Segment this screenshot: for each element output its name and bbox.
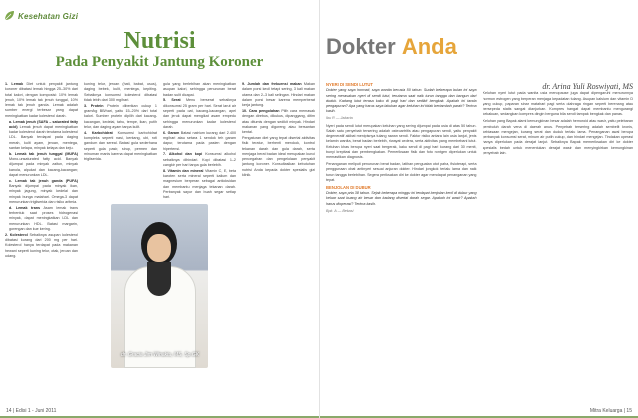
item-text: Vitamin C, E, beta karoten serta mineral seperti kalium dan magnesium berperan sebagai antioksidan dan membantu menjaga tekanan darah. Perbanyak sayur dan buah segar setiap hari.: [163, 168, 236, 200]
item-heading: 10. Cara pengolahan: [242, 108, 280, 113]
qa-body: [326, 82, 633, 402]
section-label: Kesehatan Gizi: [18, 11, 79, 21]
item-heading: b. Lemak tak jenuh tunggal (MUFA): [9, 151, 78, 156]
item-text: Banyak dijumpai pada minyak ikan, minyak jagung, minyak kedelai dan minyak bunga matahari. Omega-3 dapat menurunkan trigliserida dan risiko aritmia.: [9, 184, 78, 205]
column-title-word1: Dokter: [326, 34, 396, 59]
article-subtitle: Pada Penyakit Jantung Koroner: [55, 54, 264, 70]
item-text: kuning telur, jeroan (hati, babat, usus), daging bebek, kulit, mentega, kepiting. Sebaiknya konsumsi kolesterol dibatasi tidak lebih dari 300 mg/hari.: [84, 82, 157, 102]
item-text: Lemak jenuh dapat meningkatkan kadar kolesterol darah terutama kolesterol LDL. Banyak terdapat pada daging merah, kulit ayam, jeroan, mentega, santan kelapa, minyak kelapa dan keju.: [9, 124, 78, 151]
question-heading: BENJOLAN DI DUBUR: [326, 184, 371, 190]
question-text: Dokter, saya pria 38 tahun. Sejak beberapa minggu ini terdapat benjolan kecil di dubur yang keluar saat buang air besar dan kadang disertai darah segar. Apakah ini wasir? Apakah harus dioperasi? Terima kasih.: [326, 191, 477, 206]
item-heading: 8. Vitamin dan mineral: [163, 168, 204, 173]
item-text: Protein diberikan cukup 1 gram/kg BB/hari, yaitu 15–20% dari total kalori. Sumber protein dipilih dari kacang-kacangan, kedelai, tahu, tempe, ikan, putih telur, dan daging ayam tanpa kulit.: [84, 103, 157, 129]
item-text: Diet untuk penyakit jantung koroner dibatasi lemak hingga 25–30% dari total kalori, dengan komposisi: 10% lemak jenuh, 10% lemak tak jenuh tunggal, 10% lemak tak jenuh ganda. Lemak adalah sumber energi terbesar yang dapat meningkatkan kadar kolesterol darah.: [5, 82, 78, 118]
column-title-word2: Anda: [401, 34, 457, 59]
question-signature: Bpk. A — Bekasi: [326, 208, 354, 213]
article-column-4: [242, 82, 315, 400]
answer-text: Nyeri pada sendi lutut merupakan keluhan yang sering dijumpai pada usia di atas 50 tahun. Salah satu penyebab tersering adalah osteoartritis atau pengapuran sendi, yaitu penyakit degeneratif akibat menipisnya tulang rawan sendi. Faktor risiko antara lain usia lanjut, jenis kelamin wanita, berat badan berlebih, riwayat cedera, serta aktivitas yang membebani lutut. Keluhan khas berupa nyeri saat bergerak, kaku sendi di pagi hari kurang dari 30 menit, bunyi krepitasi dan pembengkakan. Pemeriksaan fisik dan foto rontgen diperlukan untuk memastikan diagnosis.: [326, 123, 477, 160]
answer-text: Keluhan nyeri lutut pada wanita usia menopause juga dapat dipengaruhi menurunnya hormon estrogen yang berperan menjaga kepadatan tulang. Asupan kalsium dan vitamin D yang cukup, paparan sinar matahari pagi serta olahraga ringan seperti berenang atau bersepeda statis sangat dianjurkan. Kompres hangat dapat membantu mengurangi kekakuan, sedangkan kompres dingin berguna bila sendi tampak bengkak dan panas.: [482, 91, 633, 117]
article-title: Nutrisi: [123, 28, 196, 54]
item-heading: 7. Alkohol dan kopi: [163, 152, 203, 157]
qa-column-2: [483, 82, 634, 402]
item-text: Makan dalam porsi kecil tetapi sering, 3 kali makan utama dan 2–3 kali selingan. Hindari makan dalam porsi besar karena memperberat kerja jantung.: [242, 82, 315, 108]
doctor-name: dr. Arina Yuli Roswiyati, MS: [542, 82, 633, 91]
qa-column-1: [326, 82, 477, 402]
column-title: [326, 34, 457, 60]
item-heading: d. Lemak trans: [9, 205, 41, 210]
item-heading: 5. Serat: [163, 98, 181, 103]
item-text: Batasi natrium kurang dari 2.400 mg/hari atau setara 1 sendok teh garam dapur, terutama pada pasien dengan hipertensi.: [163, 130, 236, 151]
item-text: Pilih cara memasak dengan direbus, dikukus, dipanggang, ditim atau ditumis dengan sedikit minyak. Hindari makanan yang digoreng atau bersantan kental.: [242, 108, 315, 135]
item-heading: 9. Jumlah dan frekuensi makan: [242, 82, 302, 86]
item-text: Mono-unsaturated fatty acid. Banyak dijumpai pada minyak zaitun, minyak kanola, alpukat dan kacang-kacangan; dapat menurunkan LDL.: [9, 157, 78, 178]
item-heading: 4. Karbohidrat: [84, 130, 113, 135]
photo-face: [147, 234, 171, 262]
item-text: gula yang berlebihan akan meningkatkan asupan kalori, sehingga penurunan berat badan sulit dicapai.: [163, 82, 236, 97]
item-heading: 6. Garam: [163, 130, 180, 135]
item-heading: a. Lemak jenuh (SAFA – saturated fatty acid): [9, 119, 78, 129]
page-footer-left: 14 | Edisi 1 - Juni 2011: [6, 408, 57, 414]
doctor-photo: [111, 204, 208, 368]
leaf-icon: [3, 10, 15, 22]
article-column-1: [5, 82, 78, 400]
item-heading: 3. Protein: [84, 103, 104, 108]
item-heading: 1. Lemak: [5, 82, 24, 86]
item-text: Konsumsi karbohidrat kompleks seperti nasi, kentang, ubi, roti gandum dan sereal. Batasi gula sederhana seperti gula pasir, sirup, permen dan minuman manis karena dapat meningkatkan trigliserida.: [84, 130, 157, 162]
item-heading: c. Lemak tak jenuh ganda (PUFA): [9, 178, 78, 183]
answer-text: Penanganan meliputi penurunan berat badan, latihan penguatan otot paha, fisioterapi, serta penggunaan obat antinyeri sesuai anjuran dokter. Hindari jongkok terlalu lama dan naik turun tangga berlebihan. Segera periksakan diri ke dokter agar mendapat penanganan yang tepat.: [326, 162, 477, 183]
page-footer-right: Mitra Keluarga | 15: [589, 408, 632, 414]
question-text: Dokter yang saya hormati, saya wanita berusia 50 tahun. Sudah beberapa bulan ini saya sering merasakan nyeri di sendi lutut, terutama saat naik turun tangga dan bangun dari duduk. Kadang lutut terasa kaku di pagi hari dan sedikit bengkak. Apakah ini tanda pengapuran? Apa yang harus saya lakukan agar keluhan ini tidak bertambah parah? Terima kasih.: [326, 88, 477, 114]
photo-caption: dr. Gracia Jim Winaktu, MS, Sp.GK: [120, 352, 200, 358]
item-text: Pengaturan diet yang tepat disertai aktivitas fisik teratur, berhenti merokok, kontrol tekanan darah dan gula darah, serta menjaga berat badan ideal merupakan kunci pencegahan dan pengelolaan penyakit jantung koroner. Konsultasikan kebutuhan nutrisi Anda kepada dokter spesialis gizi klinik.: [242, 135, 315, 178]
photo-scarf: [147, 262, 171, 296]
right-page: [319, 0, 638, 418]
item-text: Konsumsi alkohol sebaiknya dihindari. Kopi dibatasi 1–2 cangkir per hari tanpa gula berlebih.: [163, 152, 236, 167]
question-signature: Ibu R — Jakarta: [326, 116, 353, 121]
section-header: [3, 10, 78, 22]
item-text: Sebaiknya asupan kolesterol dibatasi kurang dari 200 mg per hari. Kolesterol hanya terdapat pada makanan hewani seperti kuning telur, otak, jeroan dan udang.: [5, 232, 78, 258]
item-text: Menu berserat sebaiknya dikonsumsi 25 gram per hari. Serat larut air seperti pada oat, kacang-kacangan, apel dan jeruk dapat mengikat asam empedu sehingga menurunkan kadar kolesterol darah.: [163, 98, 236, 129]
item-heading: 2. Kolesterol: [5, 232, 28, 237]
answer-text: Keluhan yang Bapak alami kemungkinan besar adalah hemoroid atau wasir, yaitu pelebaran pembuluh darah vena di daerah anus. Penyebab tersering adalah sembelit kronis, kebiasaan mengejan, kurang serat dan duduk terlalu lama. Penanganan awal berupa perbanyak konsumsi serat, minum air putih cukup, dan hindari mengejan. Tindakan operasi hanya diperlukan pada derajat lanjut. Sebaiknya Bapak memeriksakan diri ke dokter spesialis bedah untuk menentukan derajat wasir dan menyingkirkan kemungkinan penyebab lain.: [482, 119, 633, 156]
item-text: Asam lemak trans terbentuk saat proses hidrogenasi minyak, dapat meningkatkan LDL dan menurunkan HDL. Batasi margarin, gorengan dan kue kering.: [9, 205, 78, 232]
question-heading: NYERI DI SENDI LUTUT: [326, 82, 373, 87]
